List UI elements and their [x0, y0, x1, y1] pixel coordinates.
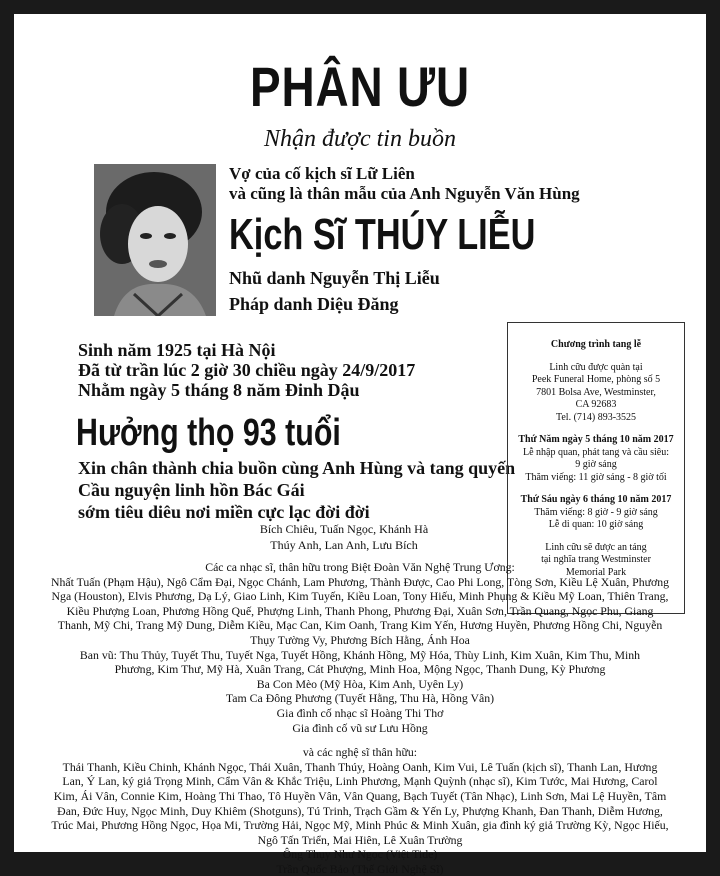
list-item: Trúc Mai, Phương Hồng Ngọc, Họa Mi, Trường Hải, Ngọc Mỹ, Minh Phúc & Minh Xuân, gia đình ký giả Trường Kỳ, Ngọc Hiếu,	[51, 818, 669, 833]
intro-line-1: Vợ của cố kịch sĩ Lữ Liên	[229, 164, 415, 183]
list-item: Tam Ca Đông Phương (Tuyết Hằng, Thu Hà, Hồng Vân)	[225, 691, 495, 706]
list-item: Nga (Houston), Elvis Phương, Dạ Lý, Giao Linh, Kim Tuyến, Kiều Loan, Tony Hiếu, Minh Phụng & Kiều Mỹ Loan, Thiên Trang,	[51, 589, 669, 604]
program-line: Lễ nhập quan, phát tang và cầu siêu:	[522, 446, 670, 458]
list-item: Trần Quốc Bảo (Thế Giới Nghệ Sĩ)	[276, 861, 444, 876]
list-item: Gia đình cố vũ sư Lưu Hồng	[292, 720, 428, 735]
program-line: Thăm viếng: 11 giờ sáng - 8 giờ tối	[525, 471, 667, 483]
program-line: Peek Funeral Home, phòng số 5	[531, 374, 661, 385]
deceased-name: Kịch Sĩ THÚY LIỄU	[229, 210, 536, 259]
list-item: Thanh, Mỹ Chi, Trang Mỹ Dung, Diễm Kiều, Mạc Can, Kim Oanh, Trang Kim Yến, Hương Huyền, Phương Hồng Chi, Nguyễn	[57, 618, 663, 633]
list-item: Thụy Tường Vy, Phương Bích Hằng, Ánh Hoa	[250, 632, 470, 647]
list-item: Ba Con Mèo (Mỹ Hòa, Kim Anh, Uyên Ly)	[256, 676, 464, 691]
thursday-schedule	[508, 434, 684, 484]
signers-list	[34, 560, 686, 876]
program-line: 7801 Bolsa Ave, Westminster,	[536, 386, 656, 398]
program-line: Linh cữu sẽ được an táng	[545, 541, 647, 553]
program-line: tại nghĩa trang Westminster	[541, 554, 651, 565]
list-item: Nhất Tuấn (Phạm Hậu), Ngô Cẩm Đại, Ngọc Chánh, Lam Phương, Thành Được, Cao Phi Long, Tòng Sơn, Kiều Lệ Xuân, Phương	[50, 574, 670, 589]
list-item: Ông Thụy Như Ngọc (Việt Tide)	[282, 847, 438, 862]
program-line: 9 giờ sáng	[575, 459, 617, 470]
list-item: Phương, Kim Thư, Mỹ Hà, Xuân Trang, Cát Phượng, Minh Hoa, Mộng Ngọc, Thanh Dung, Kỳ Phương	[114, 662, 606, 677]
program-line: Tel. (714) 893-3525	[555, 411, 637, 423]
signers-line-2: Thúy Anh, Lan Anh, Lưu Bích	[270, 538, 418, 552]
list-item: Kiều Phượng Loan, Phương Hồng Quế, Phượng Linh, Thanh Phong, Phương Đại, Xuân Sơn, Trần Quang, Ngọc Phu, Giang	[66, 603, 654, 618]
list-item: Kim, Ái Vân, Connie Kim, Hoàng Thi Thao, Tô Huyền Vân, Vân Quang, Bạch Tuyết (Tân Nhạc), Linh Sơn, Mai Lệ Huyền, Tâm	[53, 788, 667, 803]
list-item: và các nghệ sĩ thân hữu:	[302, 745, 418, 760]
condolence-line-3: sớm tiêu diêu nơi miền cực lạc đời đời	[78, 502, 370, 522]
list-item: Gia đình cố nhạc sĩ Hoàng Thi Thơ	[276, 705, 444, 720]
program-line: Linh cữu được quàn tại	[549, 361, 643, 373]
list-item: Ban vũ: Thu Thủy, Tuyết Thu, Tuyết Nga, Tuyết Hồng, Khánh Hồng, Mỹ Hóa, Thùy Linh, Kim Xuân, Kim Thu, Minh	[79, 647, 641, 662]
birth-name: Nhũ danh Nguyễn Thị Liễu	[229, 268, 440, 288]
program-line: CA 92683	[575, 399, 617, 410]
age-heading: Hưởng thọ 93 tuổi	[76, 412, 341, 454]
portrait-photo	[94, 164, 216, 316]
birth-line: Sinh năm 1925 tại Hà Nội	[78, 340, 276, 360]
signers-line-1: Bích Chiêu, Tuấn Ngọc, Khánh Hà	[259, 522, 429, 536]
list-item: Thái Thanh, Kiều Chinh, Khánh Ngọc, Thái Xuân, Thanh Thúy, Hoàng Oanh, Kim Vui, Lê Tuấn (kịch sĩ), Thanh Lan, Hương	[62, 759, 658, 774]
condolence-line-2: Cầu nguyện linh hồn Bác Gái	[78, 480, 305, 500]
list-item: Ngô Tấn Triển, Mai Hiên, Lê Xuân Trường	[257, 832, 463, 847]
schedule-heading: Thứ Năm ngày 5 tháng 10 năm 2017	[518, 434, 674, 445]
list-item: Đan, Đức Huy, Ngọc Minh, Duy Khiêm (Shotguns), Tú Trinh, Trạch Gầm & Yến Ly, Phượng Khanh, Đan Thanh, Diễm Hương,	[57, 803, 663, 818]
page-title: PHÂN ƯU	[250, 55, 470, 118]
obituary-notice	[14, 14, 706, 876]
subtitle: Nhận được tin buồn	[264, 126, 456, 152]
dharma-name: Pháp danh Diệu Đăng	[229, 294, 399, 314]
list-item: Các ca nhạc sĩ, thân hữu trong Biệt Đoàn Văn Nghệ Trung Ương:	[205, 560, 515, 574]
schedule-heading: Thứ Sáu ngày 6 tháng 10 năm 2017	[520, 494, 672, 505]
lunar-date-line: Nhằm ngày 5 tháng 8 năm Đinh Dậu	[78, 380, 360, 400]
death-line: Đã từ trần lúc 2 giờ 30 chiều ngày 24/9/2017	[78, 360, 416, 380]
program-line: Thăm viếng: 8 giờ - 9 giờ sáng	[534, 506, 658, 518]
intro-line-2: và cũng là thân mẫu của Anh Nguyễn Văn Hùng	[229, 184, 580, 203]
program-title: Chương trình tang lễ	[550, 339, 642, 350]
viewing-place	[508, 362, 684, 425]
condolence-line-1: Xin chân thành chia buồn cùng Anh Hùng và tang quyến	[78, 458, 516, 478]
program-line: Lễ di quan: 10 giờ sáng	[548, 519, 644, 530]
list-item: Lan, Ý Lan, ký giả Trọng Minh, Cẩm Vân & Khắc Triệu, Linh Phương, Mạnh Quỳnh (nhạc sĩ), Kim Tước, Mai Hương, Carol	[62, 774, 658, 789]
program-line: Memorial Park	[565, 566, 627, 578]
list-item	[34, 735, 686, 745]
